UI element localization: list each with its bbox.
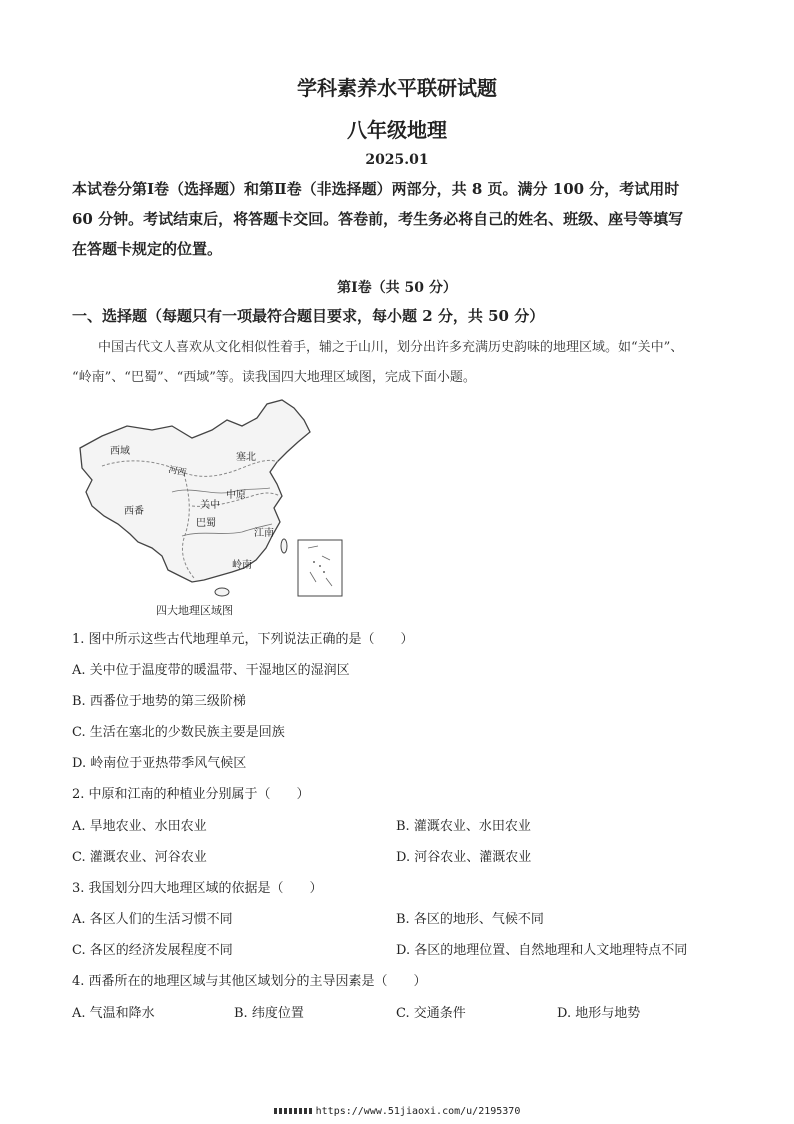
answer-option[interactable]: D. 地形与地势 (557, 1006, 641, 1021)
answer-option[interactable]: B. 灌溉农业、水田农业 (396, 819, 531, 834)
stem-line: 中国古代文人喜欢从文化相似性着手，辅之于山川，划分出许多充满历史韵味的地理区域。如“关中”、 (98, 340, 684, 355)
answer-option[interactable]: C. 各区的经济发展程度不同 (72, 943, 233, 958)
answer-option[interactable]: A. 气温和降水 (72, 1006, 155, 1021)
hainan-island (215, 588, 229, 596)
watermark-icon (274, 1108, 312, 1114)
footer-url[interactable]: https://www.51jiaoxi.com/u/2195370 (315, 1106, 521, 1117)
map-label-bashu: 巴蜀 (196, 518, 216, 529)
four-regions-map (72, 396, 352, 601)
exam-title: 学科素养水平联研试题 (297, 76, 497, 100)
exam-date: 2025.01 (365, 152, 429, 168)
section-heading: 一、选择题（每题只有一项最符合题目要求，每小题 2 分，共 50 分） (72, 307, 545, 325)
question-stem: 2. 中原和江南的种植业分别属于（ ） (72, 787, 310, 802)
answer-option[interactable]: A. 各区人们的生活习惯不同 (72, 912, 233, 927)
answer-option[interactable]: A. 旱地农业、水田农业 (72, 819, 207, 834)
china-outline (80, 400, 310, 582)
answer-option[interactable]: C. 生活在塞北的少数民族主要是回族 (72, 725, 285, 740)
answer-option[interactable]: C. 交通条件 (396, 1006, 466, 1021)
map-label-zhongyuan: 中原 (226, 490, 246, 501)
stem-line: “岭南”、“巴蜀”、“西域”等。读我国四大地理区域图，完成下面小题。 (72, 370, 476, 385)
answer-option[interactable]: B. 各区的地形、气候不同 (396, 912, 544, 927)
answer-option[interactable]: B. 西番位于地势的第三级阶梯 (72, 694, 246, 709)
answer-option[interactable]: B. 纬度位置 (234, 1006, 304, 1021)
answer-option[interactable]: A. 关中位于温度带的暖温带、干湿地区的湿润区 (72, 663, 350, 678)
answer-option[interactable]: D. 岭南位于亚热带季风气候区 (72, 756, 247, 771)
page-footer (0, 1106, 794, 1117)
instructions-line: 60 分钟。考试结束后，将答题卡交回。答卷前，考生务必将自己的姓名、班级、座号等填写 (72, 210, 684, 228)
question-stem: 3. 我国划分四大地理区域的依据是（ ） (72, 881, 323, 896)
question-group-stem (72, 333, 732, 393)
question-stem: 4. 西番所在的地理区域与其他区域划分的主导因素是（ ） (72, 974, 427, 989)
instructions-line: 本试卷分第Ⅰ卷（选择题）和第Ⅱ卷（非选择题）两部分，共 8 页。满分 100 分，考试用时 (72, 180, 680, 198)
exam-subtitle: 八年级地理 (347, 118, 447, 142)
map-label-guanzhong: 关中 (200, 500, 220, 511)
question-stem: 1. 图中所示这些古代地理单元，下列说法正确的是（ ） (72, 632, 414, 647)
answer-option[interactable]: D. 河谷农业、灌溉农业 (396, 850, 532, 865)
exam-instructions (72, 174, 732, 264)
instructions-line: 在答题卡规定的位置。 (72, 240, 223, 258)
answer-option[interactable]: C. 灌溉农业、河谷农业 (72, 850, 207, 865)
part-heading: 第Ⅰ卷（共 50 分） (337, 280, 457, 296)
map-label-jiangnan: 江南 (254, 528, 274, 539)
map-label-xifan: 西番 (124, 506, 144, 517)
map-label-hexi: 河西 (167, 465, 188, 479)
south-china-sea-inset (298, 540, 342, 596)
answer-option[interactable]: D. 各区的地理位置、自然地理和人文地理特点不同 (396, 943, 688, 958)
map-caption: 四大地理区域图 (156, 604, 233, 617)
map-label-xiyu: 西域 (110, 446, 130, 457)
taiwan-island (281, 539, 287, 553)
map-label-saibei: 塞北 (236, 452, 256, 463)
map-label-lingnan: 岭南 (232, 560, 252, 571)
